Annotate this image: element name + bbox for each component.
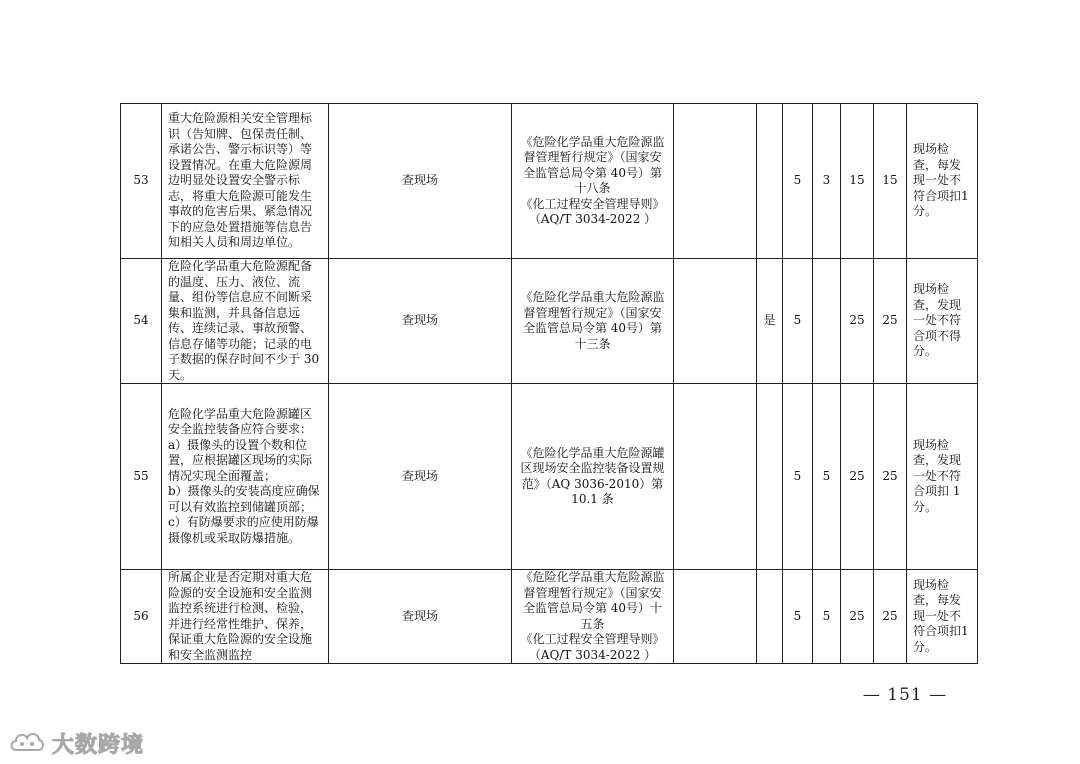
- check-basis: 《危险化学品重大危险源监督管理暂行规定》（国家安全监管总局令第 40号）第十八条 《化工过程安全管理导则》（AQ/T 3034-2022 ）: [512, 104, 674, 259]
- weight-cell: 5: [783, 384, 813, 570]
- total-cell: 25: [841, 570, 874, 664]
- weight-cell: 5: [783, 104, 813, 259]
- inspection-table: [120, 103, 978, 664]
- scoring-note: 现场检查，每发现一处不符合项扣1 分。: [907, 570, 978, 664]
- check-basis: 《危险化学品重大危险源监督管理暂行规定》（国家安全监管总局令第 40号）第十三条: [512, 259, 674, 384]
- total-cell: 25: [841, 259, 874, 384]
- scoring-note: 现场检查，发现一处不符合项不得分。: [907, 259, 978, 384]
- check-method: 查现场: [329, 259, 512, 384]
- table-row: [121, 259, 978, 384]
- blank-cell: [674, 570, 757, 664]
- veto-cell: [757, 104, 783, 259]
- row-number: 53: [121, 104, 162, 259]
- check-content: 危险化学品重大危险源配备的温度、压力、液位、流量、组份等信息应不间断采集和监测，并具备信息远传、连续记录、事故预警、信息存储等功能；记录的电子数据的保存时间不少于 30 天。: [162, 259, 329, 384]
- check-content: 危险化学品重大危险源罐区安全监控装备应符合要求： a）摄像头的设置个数和位置，应根据罐区现场的实际情况实现全面覆盖； b）摄像头的安装高度应确保可以有效监控到储罐顶部； c）有防爆要求的应使用防爆摄像机或采取防爆措施。: [162, 384, 329, 570]
- max-cell: 25: [874, 259, 907, 384]
- check-content: 重大危险源相关安全管理标识（告知牌、包保责任制、承诺公告、警示标识等）等设置情况。在重大危险源周边明显处设置安全警示标志，将重大危险源可能发生事故的危害后果、紧急情况下的应急处置措施等信息告知相关人员和周边单位。: [162, 104, 329, 259]
- max-cell: 25: [874, 384, 907, 570]
- table-row: [121, 104, 978, 259]
- table-row: [121, 570, 978, 664]
- weight-cell: 5: [783, 259, 813, 384]
- scoring-note: 现场检查，每发现一处不符合项扣1 分。: [907, 104, 978, 259]
- score-cell: 3: [813, 104, 841, 259]
- total-cell: 25: [841, 384, 874, 570]
- veto-cell: [757, 384, 783, 570]
- row-number: 56: [121, 570, 162, 664]
- watermark-text: 大数跨境: [52, 732, 145, 758]
- check-content: 所属企业是否定期对重大危险源的安全设施和安全监测监控系统进行检测、检验，并进行经常性维护、保养，保证重大危险源的安全设施和安全监测监控: [162, 570, 329, 664]
- table-row: [121, 384, 978, 570]
- row-number: 54: [121, 259, 162, 384]
- max-cell: 25: [874, 570, 907, 664]
- blank-cell: [674, 384, 757, 570]
- watermark: [8, 725, 144, 761]
- max-cell: 15: [874, 104, 907, 259]
- check-method: 查现场: [329, 104, 512, 259]
- cloud-logo-icon: [8, 728, 46, 758]
- blank-cell: [674, 104, 757, 259]
- veto-cell: [757, 570, 783, 664]
- total-cell: 15: [841, 104, 874, 259]
- veto-cell: 是: [757, 259, 783, 384]
- check-basis: 《危险化学品重大危险源罐区现场安全监控装备设置规范》（AQ 3036-2010）第 10.1 条: [512, 384, 674, 570]
- scoring-note: 现场检查，发现一处不符合项扣 1分。: [907, 384, 978, 570]
- check-method: 查现场: [329, 384, 512, 570]
- page-number: — 151 —: [862, 685, 948, 705]
- check-method: 查现场: [329, 570, 512, 664]
- score-cell: 5: [813, 570, 841, 664]
- check-basis: 《危险化学品重大危险源监督管理暂行规定》（国家安全监管总局令第 40号）十五条 《化工过程安全管理导则》（AQ/T 3034-2022 ）: [512, 570, 674, 664]
- weight-cell: 5: [783, 570, 813, 664]
- blank-cell: [674, 259, 757, 384]
- row-number: 55: [121, 384, 162, 570]
- score-cell: 5: [813, 384, 841, 570]
- score-cell: [813, 259, 841, 384]
